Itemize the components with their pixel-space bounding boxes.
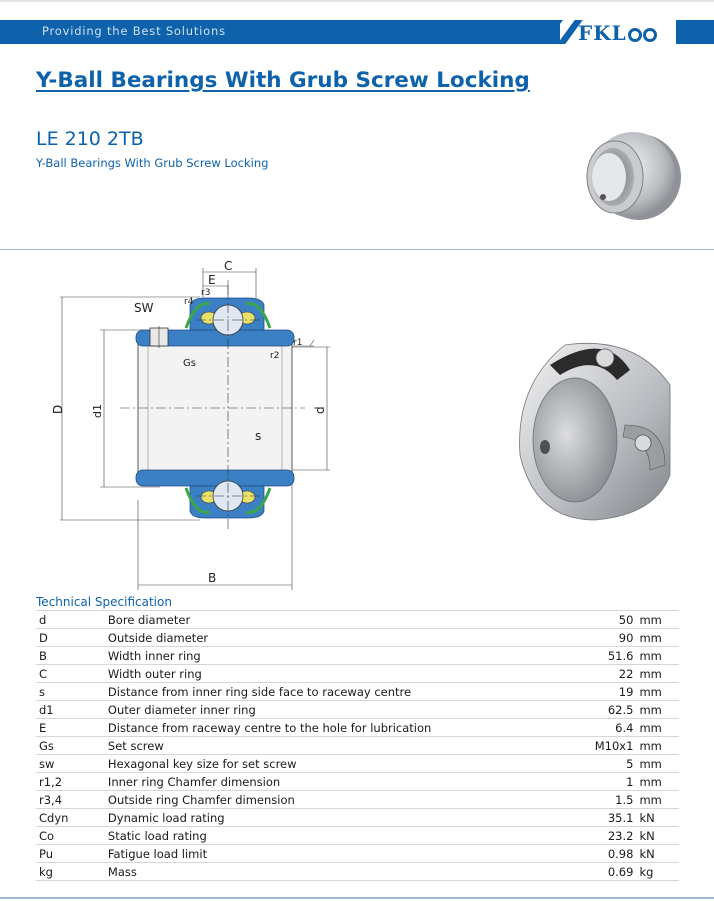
label-r1: r1 xyxy=(293,338,303,348)
spec-description: Bore diameter xyxy=(108,611,535,629)
label-D: D xyxy=(51,404,65,414)
logo-ring-icon xyxy=(643,28,657,42)
spec-description: Outside ring Chamfer dimension xyxy=(108,791,535,809)
spec-symbol: B xyxy=(36,647,108,665)
spec-table xyxy=(36,610,679,881)
spec-row xyxy=(36,845,679,863)
spec-row xyxy=(36,665,679,683)
spec-description: Set screw xyxy=(108,737,535,755)
spec-symbol: r1,2 xyxy=(36,773,108,791)
spec-symbol: Co xyxy=(36,827,108,845)
product-subtitle: Y-Ball Bearings With Grub Screw Locking xyxy=(36,156,269,170)
spec-unit: kN xyxy=(633,827,679,845)
spec-row xyxy=(36,701,679,719)
spec-row xyxy=(36,809,679,827)
spec-unit: mm xyxy=(633,737,679,755)
spec-description: Outer diameter inner ring xyxy=(108,701,535,719)
banner-tail xyxy=(676,20,714,44)
spec-description: Fatigue load limit xyxy=(108,845,535,863)
spec-unit: mm xyxy=(633,755,679,773)
spec-row xyxy=(36,863,679,881)
header-divider xyxy=(0,249,714,250)
spec-value: 62.5 xyxy=(535,701,633,719)
spec-value: 5 xyxy=(535,755,633,773)
spec-symbol: E xyxy=(36,719,108,737)
label-r3: r3 xyxy=(201,288,211,298)
model-number: LE 210 2TB xyxy=(36,128,144,150)
spec-description: Hexagonal key size for set screw xyxy=(108,755,535,773)
spec-symbol: s xyxy=(36,683,108,701)
spec-symbol: Cdyn xyxy=(36,809,108,827)
spec-value: 1 xyxy=(535,773,633,791)
spec-symbol: C xyxy=(36,665,108,683)
spec-description: Mass xyxy=(108,863,535,881)
label-d1: d1 xyxy=(91,404,104,418)
bearing-cutaway-image xyxy=(505,325,685,525)
label-r4: r4 xyxy=(184,297,194,307)
spec-value: 1.5 xyxy=(535,791,633,809)
label-E: E xyxy=(208,273,216,287)
top-border xyxy=(0,0,714,2)
spec-row xyxy=(36,683,679,701)
spec-value: 35.1 xyxy=(535,809,633,827)
spec-symbol: D xyxy=(36,629,108,647)
spec-value: 23.2 xyxy=(535,827,633,845)
spec-description: Outside diameter xyxy=(108,629,535,647)
spec-description: Distance from inner ring side face to raceway centre xyxy=(108,683,535,701)
spec-unit: kN xyxy=(633,809,679,827)
spec-value: 0.98 xyxy=(535,845,633,863)
spec-symbol: d1 xyxy=(36,701,108,719)
spec-unit: kN xyxy=(633,845,679,863)
spec-unit: mm xyxy=(633,611,679,629)
spec-value: 19 xyxy=(535,683,633,701)
bearing-cross-section-drawing xyxy=(45,255,345,600)
spec-unit: mm xyxy=(633,665,679,683)
spec-value: 6.4 xyxy=(535,719,633,737)
label-d: d xyxy=(313,406,327,414)
spec-row xyxy=(36,737,679,755)
spec-unit: mm xyxy=(633,683,679,701)
spec-row xyxy=(36,611,679,629)
page-title: Y-Ball Bearings With Grub Screw Locking xyxy=(36,68,530,93)
spec-value: 0.69 xyxy=(535,863,633,881)
spec-description: Dynamic load rating xyxy=(108,809,535,827)
spec-description: Static load rating xyxy=(108,827,535,845)
label-B: B xyxy=(208,571,217,585)
spec-value: 50 xyxy=(535,611,633,629)
spec-symbol: Gs xyxy=(36,737,108,755)
spec-symbol: kg xyxy=(36,863,108,881)
spec-value: M10x1 xyxy=(535,737,633,755)
spec-value: 90 xyxy=(535,629,633,647)
spec-row xyxy=(36,791,679,809)
spec-value: 51.6 xyxy=(535,647,633,665)
spec-title: Technical Specification xyxy=(36,595,172,609)
spec-unit: kg xyxy=(633,863,679,881)
brand-logo[interactable] xyxy=(578,21,657,45)
spec-unit: mm xyxy=(633,719,679,737)
spec-row xyxy=(36,755,679,773)
logo-ring-icon xyxy=(628,28,642,42)
spec-description: Width outer ring xyxy=(108,665,535,683)
banner-tagline: Providing the Best Solutions xyxy=(42,24,226,38)
spec-symbol: Pu xyxy=(36,845,108,863)
spec-description: Width inner ring xyxy=(108,647,535,665)
label-Gs: Gs xyxy=(183,358,196,369)
spec-symbol: d xyxy=(36,611,108,629)
label-SW: SW xyxy=(134,301,154,315)
spec-row xyxy=(36,773,679,791)
spec-symbol: r3,4 xyxy=(36,791,108,809)
label-s: s xyxy=(255,429,262,443)
spec-unit: mm xyxy=(633,701,679,719)
spec-row xyxy=(36,629,679,647)
spec-value: 22 xyxy=(535,665,633,683)
bearing-thumbnail-image xyxy=(575,125,687,225)
label-C: C xyxy=(224,259,233,273)
spec-row xyxy=(36,719,679,737)
brand-logo-text: FKL xyxy=(578,21,627,45)
spec-unit: mm xyxy=(633,791,679,809)
spec-description: Inner ring Chamfer dimension xyxy=(108,773,535,791)
spec-unit: mm xyxy=(633,773,679,791)
spec-symbol: sw xyxy=(36,755,108,773)
spec-row xyxy=(36,647,679,665)
spec-description: Distance from raceway centre to the hole for lubrication xyxy=(108,719,535,737)
spec-unit: mm xyxy=(633,629,679,647)
spec-unit: mm xyxy=(633,647,679,665)
label-r2: r2 xyxy=(270,351,280,361)
spec-row xyxy=(36,827,679,845)
footer-divider xyxy=(0,897,714,899)
